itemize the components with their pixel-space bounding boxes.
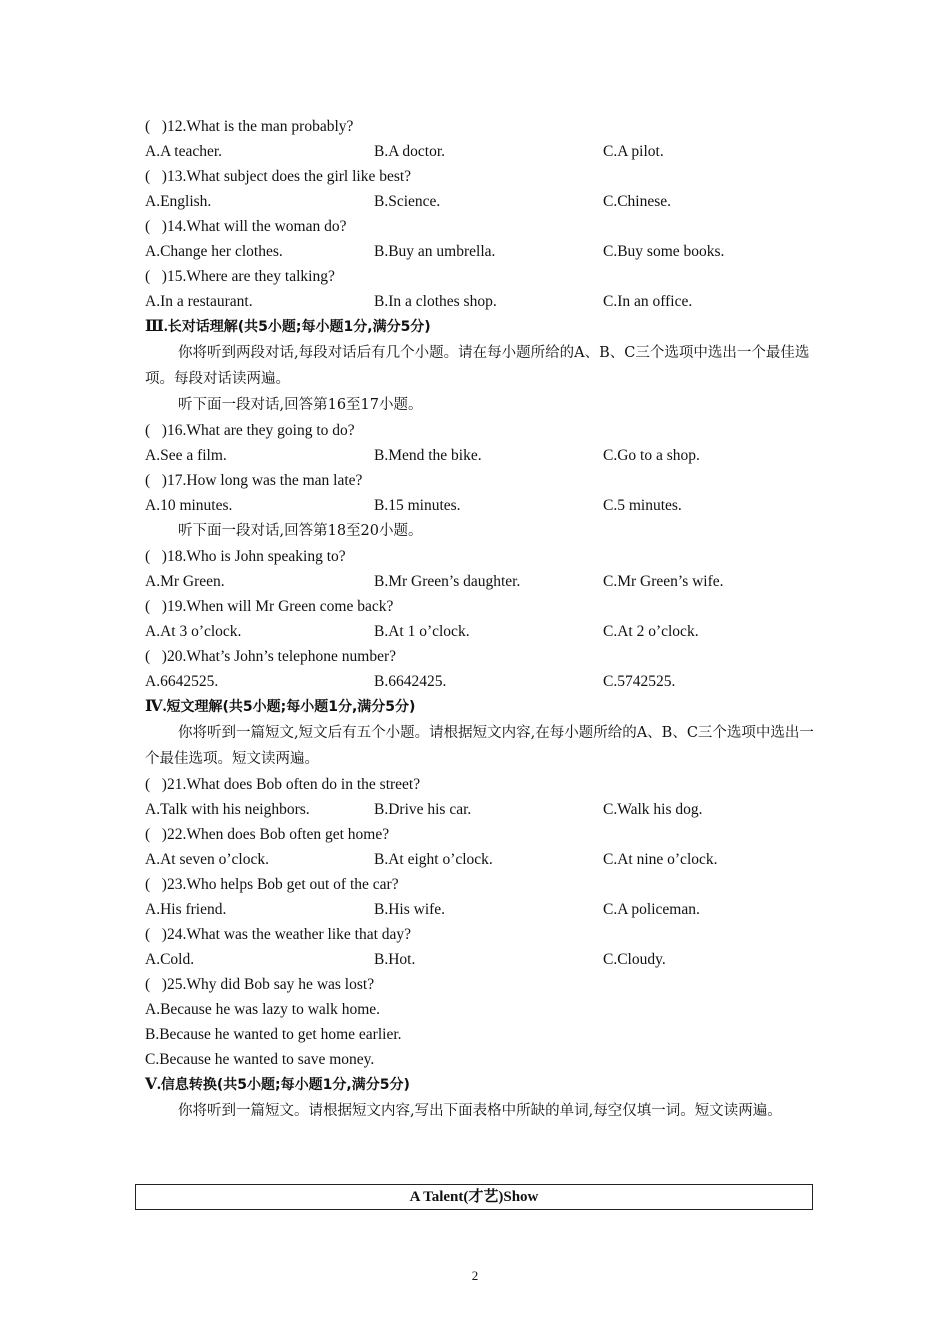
option-a: A.A teacher. — [145, 143, 223, 160]
question-20 — [145, 644, 815, 669]
question-text: What will the woman do? — [186, 218, 347, 235]
question-text: When does Bob often get home? — [186, 826, 390, 843]
question-22 — [145, 822, 815, 847]
option-row — [145, 947, 815, 972]
option-b: B.Mend the bike. — [374, 447, 482, 464]
option-a: A.His friend. — [145, 901, 227, 918]
option-c: C.Cloudy. — [603, 951, 666, 968]
question-21 — [145, 772, 815, 797]
question-dot: . — [182, 422, 187, 439]
answer-blank: ( ) — [145, 648, 167, 665]
question-dot: . — [182, 648, 187, 665]
option-b: B.Buy an umbrella. — [374, 243, 496, 260]
option-c: C.Go to a shop. — [603, 447, 700, 464]
option-a: A.6642525. — [145, 673, 219, 690]
question-number: 13 — [167, 168, 183, 185]
question-dot: . — [182, 168, 187, 185]
question-text: What is the man probably? — [186, 118, 354, 135]
answer-blank: ( ) — [145, 876, 167, 893]
option-c: C.A policeman. — [603, 901, 700, 918]
option-b: B.Mr Green’s daughter. — [374, 573, 521, 590]
table-title: A Talent(才艺)Show — [135, 1184, 813, 1210]
option-c: C.Walk his dog. — [603, 801, 703, 818]
question-25 — [145, 972, 815, 997]
answer-blank: ( ) — [145, 598, 167, 615]
question-dot: . — [182, 548, 187, 565]
question-dot: . — [182, 218, 187, 235]
question-dot: . — [182, 118, 187, 135]
answer-blank: ( ) — [145, 168, 167, 185]
answer-blank: ( ) — [145, 472, 167, 489]
page-number: 2 — [471, 1268, 479, 1283]
question-text: Why did Bob say he was lost? — [186, 976, 375, 993]
option-row — [145, 897, 815, 922]
question-16 — [145, 418, 815, 443]
option-c: C.At nine o’clock. — [603, 851, 718, 868]
question-number: 14 — [167, 218, 183, 235]
question-dot: . — [182, 776, 187, 793]
question-24 — [145, 922, 815, 947]
option-row — [145, 189, 815, 214]
option-c: C.At 2 o’clock. — [603, 623, 699, 640]
option-row — [145, 797, 815, 822]
option-row — [145, 139, 815, 164]
answer-blank: ( ) — [145, 422, 167, 439]
question-text: What are they going to do? — [186, 422, 355, 439]
question-number: 20 — [167, 648, 183, 665]
question-19 — [145, 594, 815, 619]
question-number: 18 — [167, 548, 183, 565]
option-a: A.Mr Green. — [145, 573, 225, 590]
option-row — [145, 669, 815, 694]
page-content — [145, 114, 815, 1124]
question-dot: . — [182, 976, 187, 993]
option-c: C.5 minutes. — [603, 497, 682, 514]
option-c: C.In an office. — [603, 293, 693, 310]
option-a: A.10 minutes. — [145, 497, 233, 514]
option-c: C.Mr Green’s wife. — [603, 573, 724, 590]
answer-blank: ( ) — [145, 118, 167, 135]
section-roman: Ⅲ. — [145, 318, 168, 335]
option-b: B.At eight o’clock. — [374, 851, 493, 868]
option-c: C.Chinese. — [603, 193, 672, 210]
question-18 — [145, 544, 815, 569]
option-b: B.In a clothes shop. — [374, 293, 497, 310]
question-dot: . — [182, 268, 187, 285]
option-b: B.At 1 o’clock. — [374, 623, 470, 640]
option-c: C.Buy some books. — [603, 243, 725, 260]
answer-blank: ( ) — [145, 218, 167, 235]
option-a: A.At 3 o’clock. — [145, 623, 242, 640]
option-row — [145, 443, 815, 468]
option-b: B.15 minutes. — [374, 497, 461, 514]
option-b: B.6642425. — [374, 673, 447, 690]
answer-blank: ( ) — [145, 976, 167, 993]
question-12 — [145, 114, 815, 139]
question-number: 17 — [167, 472, 183, 489]
sub-instruction: 听下面一段对话,回答第16至17小题。 — [178, 397, 423, 413]
option-a: A.Talk with his neighbors. — [145, 801, 310, 818]
option-line: A.Because he was lazy to walk home. — [145, 1001, 381, 1018]
question-dot: . — [182, 876, 187, 893]
question-15 — [145, 264, 815, 289]
question-text: How long was the man late? — [186, 472, 363, 489]
answer-blank: ( ) — [145, 826, 167, 843]
question-text: What does Bob often do in the street? — [186, 776, 421, 793]
question-text: Who is John speaking to? — [186, 548, 346, 565]
question-14 — [145, 214, 815, 239]
question-dot: . — [182, 826, 187, 843]
question-text: What subject does the girl like best? — [186, 168, 412, 185]
question-text: Where are they talking? — [186, 268, 335, 285]
section-roman: Ⅴ. — [145, 1076, 161, 1093]
question-text: When will Mr Green come back? — [186, 598, 394, 615]
option-row — [145, 847, 815, 872]
answer-blank: ( ) — [145, 926, 167, 943]
question-23 — [145, 872, 815, 897]
section-heading — [145, 314, 815, 340]
answer-blank: ( ) — [145, 548, 167, 565]
section-instructions: 你将听到一篇短文,短文后有五个小题。请根据短文内容,在每小题所给的A、B、C三个选项中选出一个最佳选项。短文读两遍。 — [145, 725, 814, 767]
question-13 — [145, 164, 815, 189]
sub-instruction: 听下面一段对话,回答第18至20小题。 — [178, 523, 423, 539]
section-instructions: 你将听到一篇短文。请根据短文内容,写出下面表格中所缺的单词,每空仅填一词。短文读两遍。 — [178, 1103, 782, 1119]
option-b: B.Drive his car. — [374, 801, 472, 818]
question-number: 12 — [167, 118, 183, 135]
option-a: A.At seven o’clock. — [145, 851, 269, 868]
question-number: 19 — [167, 598, 183, 615]
question-number: 25 — [167, 976, 183, 993]
option-row — [145, 239, 815, 264]
question-number: 24 — [167, 926, 183, 943]
question-dot: . — [182, 472, 187, 489]
option-row — [145, 289, 815, 314]
option-b: B.A doctor. — [374, 143, 446, 160]
answer-blank: ( ) — [145, 776, 167, 793]
section-title: 短文理解(共5小题;每小题1分,满分5分) — [166, 699, 416, 715]
option-line: C.Because he wanted to save money. — [145, 1051, 375, 1068]
section-roman: Ⅳ. — [145, 698, 167, 715]
option-line: B.Because he wanted to get home earlier. — [145, 1026, 402, 1043]
option-b: B.Hot. — [374, 951, 416, 968]
question-number: 22 — [167, 826, 183, 843]
question-dot: . — [182, 926, 187, 943]
section-heading — [145, 1072, 815, 1098]
option-a: A.Change her clothes. — [145, 243, 283, 260]
section-title: 信息转换(共5小题;每小题1分,满分5分) — [160, 1077, 410, 1093]
option-a: A.English. — [145, 193, 212, 210]
question-number: 16 — [167, 422, 183, 439]
question-text: What’s John’s telephone number? — [186, 648, 397, 665]
option-row — [145, 619, 815, 644]
option-b: B.His wife. — [374, 901, 446, 918]
option-row — [145, 493, 815, 518]
section-heading — [145, 694, 815, 720]
answer-blank: ( ) — [145, 268, 167, 285]
question-text: Who helps Bob get out of the car? — [186, 876, 399, 893]
question-number: 21 — [167, 776, 183, 793]
question-number: 23 — [167, 876, 183, 893]
option-row — [145, 569, 815, 594]
question-text: What was the weather like that day? — [186, 926, 412, 943]
section-instructions: 你将听到两段对话,每段对话后有几个小题。请在每小题所给的A、B、C三个选项中选出一个最佳选项。每段对话读两遍。 — [145, 345, 810, 387]
option-c: C.A pilot. — [603, 143, 664, 160]
option-a: A.Cold. — [145, 951, 195, 968]
section-title: 长对话理解(共5小题;每小题1分,满分5分) — [167, 319, 431, 335]
question-17 — [145, 468, 815, 493]
option-a: A.In a restaurant. — [145, 293, 253, 310]
option-c: C.5742525. — [603, 673, 676, 690]
option-a: A.See a film. — [145, 447, 227, 464]
question-number: 15 — [167, 268, 183, 285]
option-b: B.Science. — [374, 193, 441, 210]
question-dot: . — [182, 598, 187, 615]
